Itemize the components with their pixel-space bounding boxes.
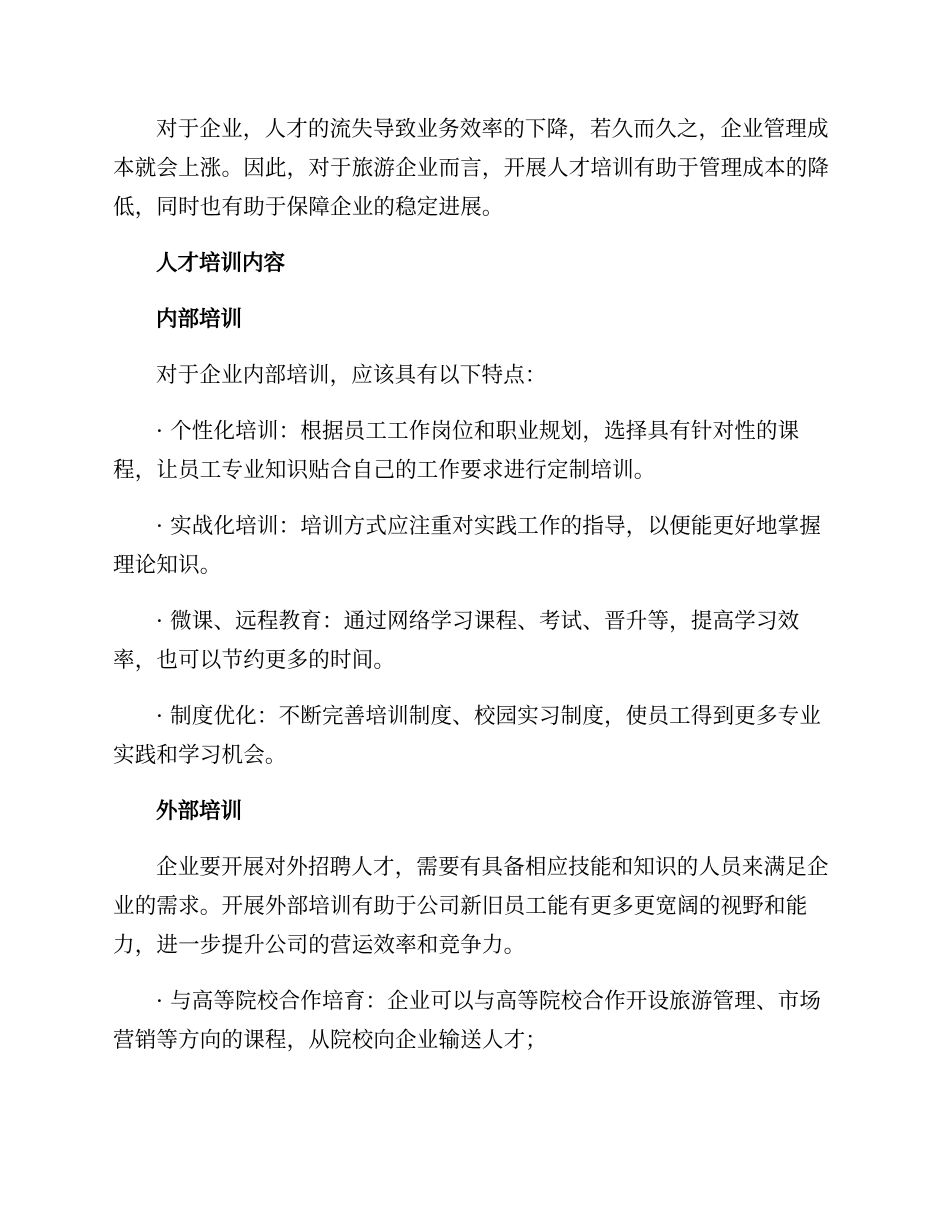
heading-training-content: 人才培训内容 (156, 251, 286, 276)
paragraph-gap (113, 585, 840, 602)
bullet-remote-education: · 微课、远程教育：通过网络学习课程、考试、晋升等，提高学习效率，也可以节约更多的时间。 (113, 609, 800, 673)
bullet-practical-training: · 实战化培训：培训方式应注重对实践工作的指导，以便能更好地掌握理论知识。 (113, 514, 822, 578)
paragraph-gap (113, 395, 840, 412)
paragraph-gap (113, 227, 840, 244)
paragraph-gap (113, 831, 840, 848)
paragraph-gap (113, 490, 840, 507)
paragraph-internal-intro: 对于企业内部培训，应该具有以下特点： (156, 363, 547, 388)
paragraph-external: 企业要开展对外招聘人才，需要有具备相应技能和知识的人员来满足企业的需求。开展外部培训有助于公司新旧员工能有更多更宽阔的视野和能力，进一步提升公司的营运效率和竞争力。 (113, 855, 829, 958)
bullet-personalized-training: · 个性化培训：根据员工工作岗位和职业规划，选择具有针对性的课程，让员工专业知识贴合自己的工作要求进行定制培训。 (113, 419, 800, 483)
paragraph-cost: 对于企业，人才的流失导致业务效率的下降，若久而久之，企业管理成本就会上涨。因此，对于旅游企业而言，开展人才培训有助于管理成本的降低，同时也有助于保障企业的稳定进展。 (113, 117, 830, 220)
bullet-system-optimization: · 制度优化：不断完善培训制度、校园实习制度，使员工得到更多专业实践和学习机会。 (113, 704, 822, 768)
paragraph-gap (113, 965, 840, 982)
paragraph-gap (113, 283, 840, 300)
paragraph-gap (113, 339, 840, 356)
bullet-university-cooperation: · 与高等院校合作培育：企业可以与高等院校合作开设旅游管理、市场营销等方向的课程，从院校向企业输送人才； (113, 989, 822, 1053)
paragraph-gap (113, 680, 840, 697)
heading-internal-training: 内部培训 (156, 307, 243, 332)
paragraph-gap (113, 775, 840, 792)
heading-external-training: 外部培训 (156, 799, 243, 824)
